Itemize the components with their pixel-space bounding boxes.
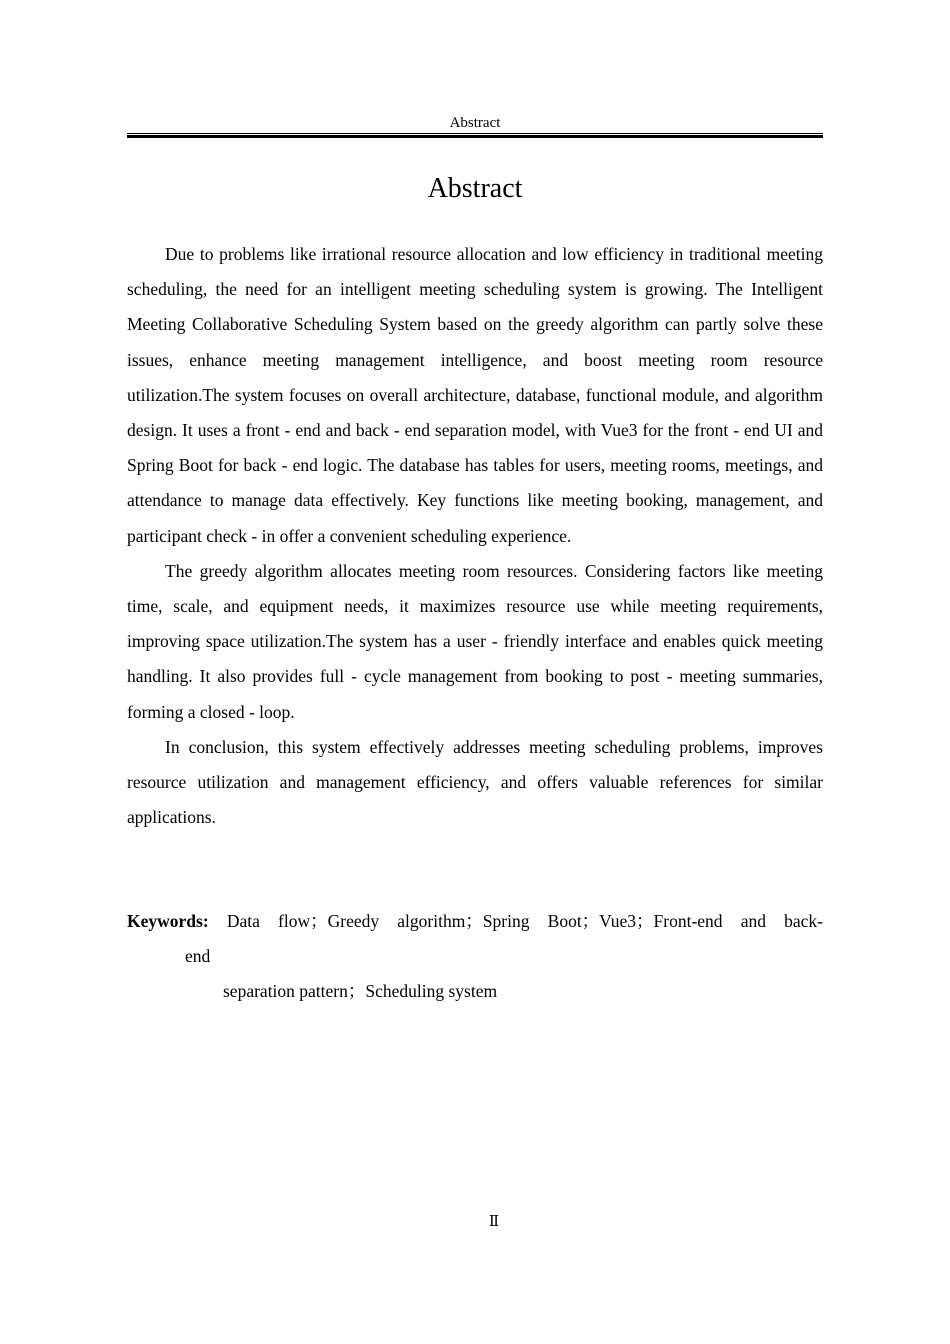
page-number: Ⅱ: [488, 1214, 500, 1230]
page-title: Abstract: [427, 173, 523, 204]
header-rule-thin: [127, 133, 823, 134]
keywords-section: [127, 904, 823, 1009]
running-header: Abstract: [449, 115, 501, 131]
keywords-line-2: end: [185, 946, 211, 966]
keywords-line-3: separation pattern；Scheduling system: [223, 981, 498, 1001]
abstract-paragraph-2: The greedy algorithm allocates meeting room resources. Considering factors like meeting time, scale, and equipment needs, it maximizes resource use while meeting requirements, improving space utilization.The system has a user - friendly interface and enables quick meeting handling. It also provides full - cycle management from booking to post - meeting summaries, forming a closed - loop.: [127, 560, 823, 722]
abstract-body: [127, 237, 823, 835]
keywords-label: Keywords:: [127, 911, 209, 931]
keywords-line-1: [127, 904, 823, 939]
keywords-text-1: Data flow；Greedy algorithm；Spring Boot；Vue3；Front-end and back-: [226, 911, 823, 931]
header-rule-thick: [127, 135, 823, 138]
abstract-paragraph-3: In conclusion, this system effectively addresses meeting scheduling problems, improves resource utilization and management efficiency, and offers valuable references for similar applications.: [127, 736, 823, 828]
abstract-paragraph-1: Due to problems like irrational resource allocation and low efficiency in traditional meeting scheduling, the need for an intelligent meeting scheduling system is growing. The Intelligent Meeting Collaborative Scheduling System based on the greedy algorithm can partly solve these issues, enhance meeting management intelligence, and boost meeting room resource utilization.The system focuses on overall architecture, database, functional module, and algorithm design. It uses a front - end and back - end separation model, with Vue3 for the front - end UI and Spring Boot for back - end logic. The database has tables for users, meeting rooms, meetings, and attendance to manage data effectively. Key functions like meeting booking, management, and participant check - in offer a convenient scheduling experience.: [127, 244, 823, 546]
